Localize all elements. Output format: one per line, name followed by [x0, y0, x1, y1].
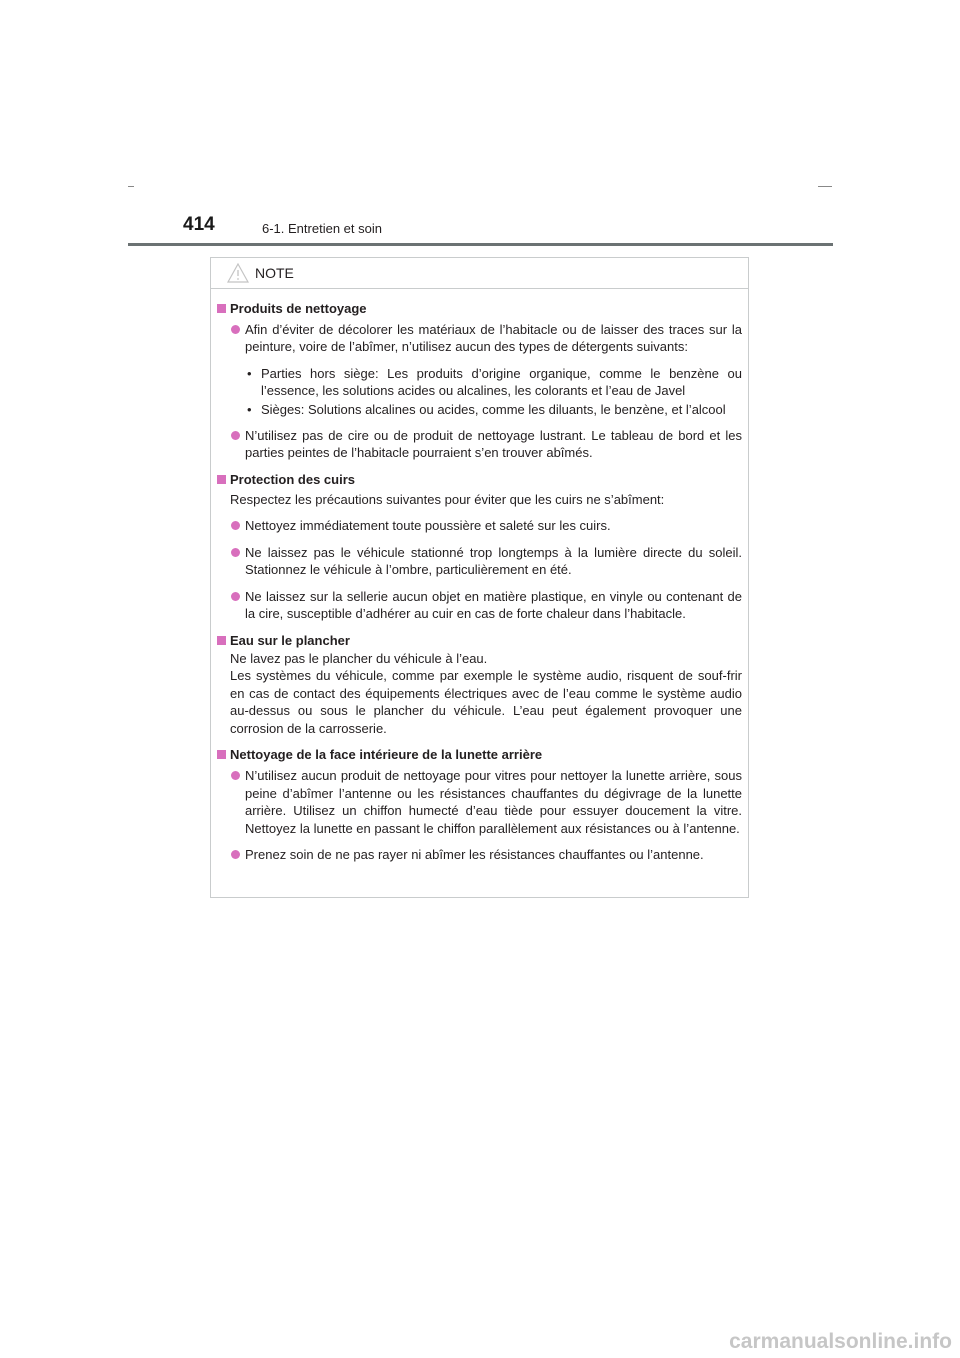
list-item: [231, 517, 742, 535]
sub-list-item: [247, 365, 742, 400]
watermark: carmanualsonline.info: [729, 1330, 952, 1353]
bullet-text: Afin d’éviter de décolorer les matériaux de l’habitacle ou de laisser des traces sur la peinture, voire de l’abîmer, n’utilisez aucun des types de détergents suivants:: [245, 321, 742, 355]
note-box: [210, 257, 749, 898]
round-bullet-icon: [231, 521, 240, 530]
sub-bullet-text: Parties hors siège: Les produits d’origine organique, comme le benzène ou l’essence, les solutions acides ou alcalines, les colorants et l’eau de Javel: [261, 365, 742, 399]
warning-triangle-icon: [227, 263, 249, 283]
section-cleaning-products: [217, 300, 742, 462]
section-title: 6-1. Entretien et soin: [262, 221, 382, 236]
bullet-text: Ne laissez sur la sellerie aucun objet en matière plastique, en vinyle ou contenant de la cire, susceptible d’adhérer au cuir en cas de forte chaleur dans l’habitacle.: [245, 588, 742, 622]
section-title-text: Nettoyage de la face intérieure de la lunette arrière: [230, 747, 543, 763]
list-item: [231, 321, 742, 356]
round-bullet-icon: [231, 325, 240, 334]
note-body: [211, 289, 748, 864]
list-item: [231, 846, 742, 864]
round-bullet-icon: [231, 771, 240, 780]
round-bullet-icon: [231, 850, 240, 859]
round-bullet-icon: [231, 548, 240, 557]
bullet-text: Prenez soin de ne pas rayer ni abîmer les résistances chauffantes ou l’antenne.: [245, 847, 704, 863]
list-item: [231, 767, 742, 837]
section-leather-protection: [217, 471, 742, 623]
page-number: 414: [183, 214, 215, 235]
header-rule: [128, 243, 833, 246]
paragraph: Les systèmes du véhicule, comme par exemple le système audio, risquent de souf-frir en cas de contact des équipements électriques avec de l’eau comme le système audio au-dessus ou sous le plancher du véhicule. L’eau peut également provoquer une corrosion de la carrosserie.: [230, 668, 742, 736]
bullet-text: N’utilisez pas de cire ou de produit de nettoyage lustrant. Le tableau de bord et les parties peintes de l’habitacle pourraient s’en trouver abîmés.: [245, 427, 742, 461]
bullet-text: N’utilisez aucun produit de nettoyage pour vitres pour nettoyer la lunette arrière, sous peine d’abîmer l’antenne ou les résistances chauffantes du dégivrage de la lunette arrière. Utilisez un chiffon humecté d’eau tiède pour essuyer doucement la vitre. Nettoyez la lunette en passant le chiffon parallèlement aux résistances ou à l’antenne.: [245, 768, 742, 836]
note-label: NOTE: [255, 265, 294, 281]
section-title-text: Protection des cuirs: [230, 471, 355, 487]
section-heading: [217, 300, 742, 318]
section-water-floor: [217, 632, 742, 738]
sub-bullet-text: Sièges: Solutions alcalines ou acides, comme les diluants, le benzène, et l’alcool: [261, 401, 726, 417]
paragraph: Ne lavez pas le plancher du véhicule à l’eau.: [230, 650, 488, 666]
square-bullet-icon: [217, 475, 226, 484]
list-item: [231, 588, 742, 623]
section-intro: Respectez les précautions suivantes pour éviter que les cuirs ne s’abîment:: [230, 492, 665, 508]
bullet-text: Ne laissez pas le véhicule stationné trop longtemps à la lumière directe du soleil. Stationnez le véhicule à l’ombre, particulièrement en été.: [245, 544, 742, 578]
list-item: [231, 544, 742, 579]
crop-mark-left: [128, 186, 134, 187]
list-item: [231, 427, 742, 462]
section-heading: [217, 632, 742, 650]
square-bullet-icon: [217, 750, 226, 759]
section-title-text: Eau sur le plancher: [230, 632, 350, 648]
square-bullet-icon: [217, 636, 226, 645]
note-header: [211, 258, 748, 289]
sub-bullet-icon: •: [247, 401, 252, 417]
section-heading: [217, 471, 742, 489]
round-bullet-icon: [231, 592, 240, 601]
round-bullet-icon: [231, 431, 240, 440]
section-rear-window: [217, 746, 742, 864]
bullet-text: Nettoyez immédiatement toute poussière et saleté sur les cuirs.: [245, 517, 611, 533]
sub-bullet-icon: •: [247, 365, 252, 381]
square-bullet-icon: [217, 304, 226, 313]
sub-list-item: [247, 401, 742, 419]
crop-mark-right: [818, 186, 832, 187]
section-heading: [217, 746, 742, 764]
section-title-text: Produits de nettoyage: [230, 301, 367, 316]
